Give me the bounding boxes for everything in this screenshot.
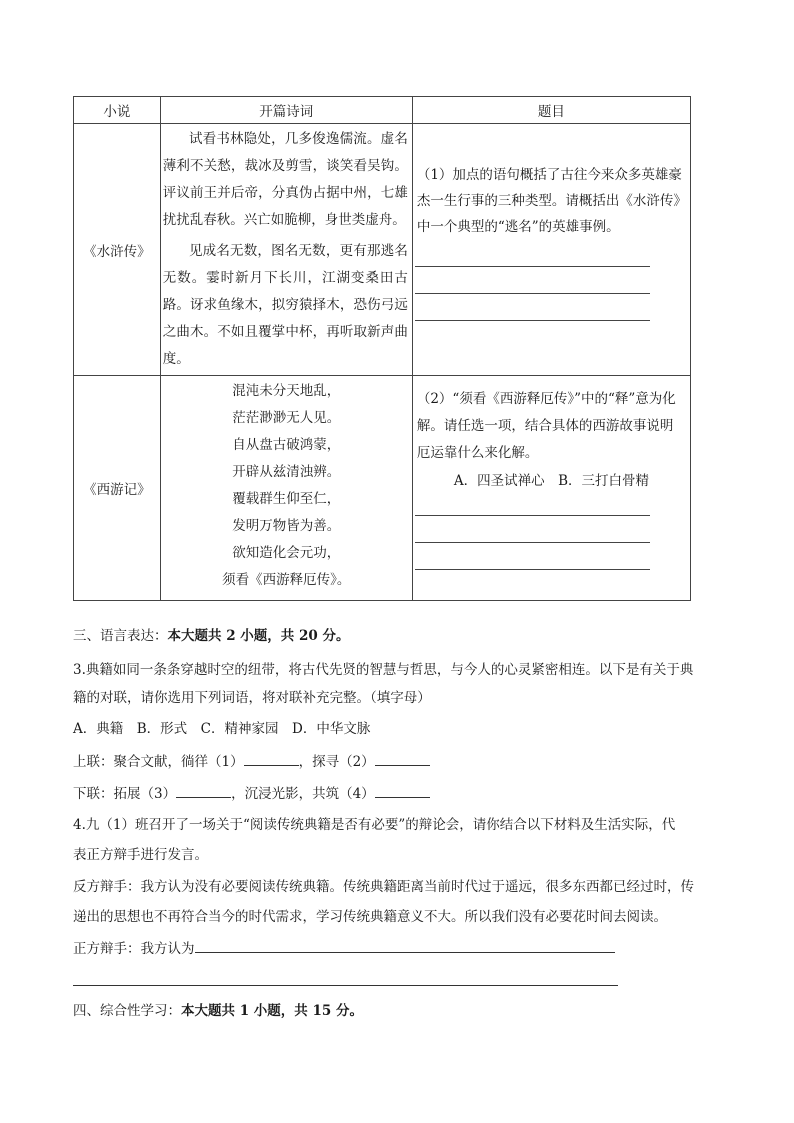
poem-line: 自从盘古破鸿蒙， xyxy=(232,437,341,453)
answer-line[interactable] xyxy=(415,267,650,294)
poem-line: 混沌未分天地乱， xyxy=(232,383,341,399)
poem-cell xyxy=(160,124,412,376)
q4-line: 表正方辩手进行发言。 xyxy=(73,847,208,863)
answer-line[interactable] xyxy=(195,938,615,953)
answer-line[interactable] xyxy=(415,294,650,321)
poem-paragraph: 试看书林隐处，几多俊逸儒流。虚名薄利不关愁，裁冰及剪雪，谈笑看吴钩。评议前王并后帝，分真伪占据中州，七雄扰扰乱春秋。兴亡如脆柳，身世类虚舟。 xyxy=(162,131,408,228)
question-options: A．四圣试禅心 B．三打白骨精 xyxy=(453,473,649,489)
novel-title: 《水浒传》 xyxy=(74,124,161,376)
blank-3[interactable] xyxy=(176,783,231,798)
header-poem: 开篇诗词 xyxy=(160,97,412,124)
answer-line[interactable] xyxy=(415,489,650,516)
q4-line: 4.九（1）班召开了一场关于“阅读传统典籍是否有必要”的辩论会，请你结合以下材料及生活实际，代 xyxy=(73,817,676,833)
question-cell xyxy=(412,124,690,376)
answer-lines xyxy=(413,489,690,570)
con-speech-line: 反方辩手：我方认为没有必要阅读传统典籍。传统典籍距离当前时代过于遥远，很多东西都已经过时，传 xyxy=(73,879,694,895)
section3-heading: 三、语言表达：本大题共 2 小题，共 20 分。 xyxy=(73,628,350,644)
poem-cell xyxy=(160,376,412,601)
question-cell xyxy=(412,376,690,601)
answer-lines xyxy=(413,240,690,321)
novel-poem-table xyxy=(73,96,691,601)
table-row xyxy=(74,376,691,601)
blank-1[interactable] xyxy=(244,751,299,766)
q3-options: A．典籍 B．形式 C．精神家园 D．中华文脉 xyxy=(73,721,371,737)
couplet-lower: 下联：拓展（3） ，沉浸光影，共筑（4） xyxy=(73,783,723,804)
poem-line: 须看《西游释厄传》。 xyxy=(222,572,351,588)
poem-line: 欲知造化会元功， xyxy=(232,545,341,561)
poem-line: 开辟从兹清浊辨。 xyxy=(232,464,341,480)
section4-heading: 四、综合性学习：本大题共 1 小题，共 15 分。 xyxy=(73,1003,363,1019)
poem-line: 茫茫渺渺无人见。 xyxy=(232,410,341,426)
poem-line: 覆载群生仰至仁， xyxy=(232,491,341,507)
answer-line[interactable] xyxy=(415,543,650,570)
answer-line[interactable] xyxy=(73,985,618,986)
header-question: 题目 xyxy=(412,97,690,124)
answer-line[interactable] xyxy=(415,240,650,267)
couplet-upper: 上联：聚合文献，徜徉（1） ，探寻（2） xyxy=(73,751,723,772)
con-speech-line: 递出的思想也不再符合当今的时代需求，学习传统典籍意义不大。所以我们没有必要花时间去阅读。 xyxy=(73,909,667,925)
header-novel: 小说 xyxy=(74,97,161,124)
pro-speech: 正方辩手：我方认为 xyxy=(73,938,723,959)
question-text: （2）“须看《西游释厄传》”中的“释”意为化解。请任选一项，结合具体的西游故事说明厄运靠什么来化解。 xyxy=(416,391,676,461)
poem-paragraph: 见成名无数，图名无数，更有那逃名无数。霎时新月下长川，江湖变桑田古路。讶求鱼缘木，拟穷猿择木，恐伤弓远之曲木。不如且覆掌中杯，再听取新声曲度。 xyxy=(162,243,408,367)
answer-line[interactable] xyxy=(415,516,650,543)
question-text: （1）加点的语句概括了古往今来众多英雄豪杰一生行事的三种类型。请概括出《水浒传》中一个典型的“逃名”的英雄事例。 xyxy=(416,167,682,235)
table-header-row xyxy=(74,97,691,124)
table-row xyxy=(74,124,691,376)
novel-title: 《西游记》 xyxy=(74,376,161,601)
q3-line: 籍的对联，请你选用下列词语，将对联补充完整。（填字母） xyxy=(73,690,431,706)
blank-2[interactable] xyxy=(375,751,430,766)
poem-line: 发明万物皆为善。 xyxy=(232,518,341,534)
q3-line: 3.典籍如同一条条穿越时空的纽带，将古代先贤的智慧与哲思，与今人的心灵紧密相连。以下是有关于典 xyxy=(73,662,694,678)
blank-4[interactable] xyxy=(375,783,430,798)
